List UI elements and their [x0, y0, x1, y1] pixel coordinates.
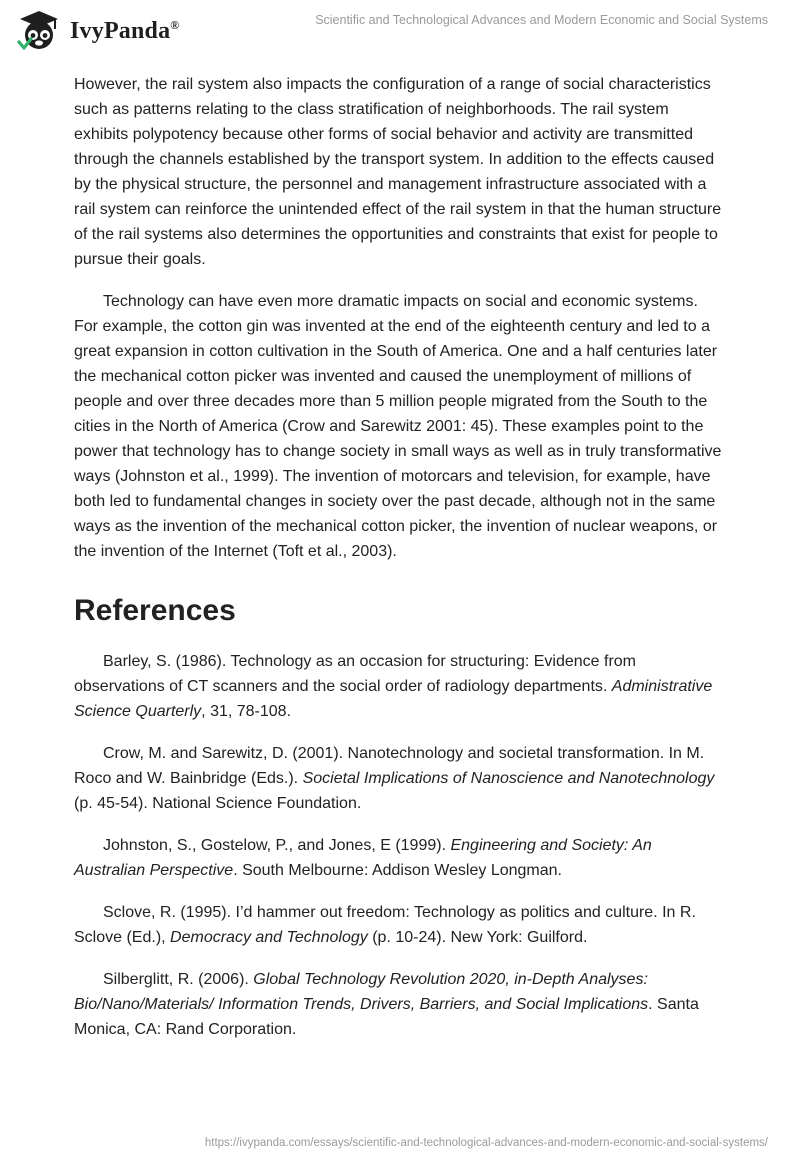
ivypanda-logo[interactable]	[14, 8, 179, 54]
reference-item: Crow, M. and Sarewitz, D. (2001). Nanotechnology and societal transformation. In M. Roco and W. Bainbridge (Eds.). Societal Implications of Nanoscience and Nanotechnology (p. 45-54). National Science Foundation.	[74, 745, 715, 812]
brand-name: IvyPanda®	[70, 17, 180, 44]
document-body	[74, 72, 726, 1059]
registered-mark: ®	[170, 17, 180, 32]
panda-graduate-icon	[14, 8, 64, 54]
reference-item: Barley, S. (1986). Technology as an occasion for structuring: Evidence from observations of CT scanners and the social order of radiology departments. Administrative Science Quarterly, 31, 78-108.	[74, 653, 713, 720]
reference-item: Sclove, R. (1995). I’d hammer out freedom: Technology as politics and culture. In R. Sclove (Ed.), Democracy and Technology (p. 10-24). New York: Guilford.	[74, 904, 696, 946]
reference-item: Silberglitt, R. (2006). Global Technology Revolution 2020, in-Depth Analyses: Bio/Nano/Materials/ Information Trends, Drivers, Barriers, and Social Implications. Santa Monica, CA: Rand Corporation.	[74, 971, 699, 1038]
source-url[interactable]: https://ivypanda.com/essays/scientific-and-technological-advances-and-modern-economic-and-social-systems/	[204, 1137, 768, 1149]
references-list	[74, 649, 726, 1042]
body-paragraph: However, the rail system also impacts the configuration of a range of social characteristics such as patterns relating to the class stratification of neighborhoods. The rail system exhibits polypotency because other forms of social behavior and activity are transmitted through the channels established by the transport system. In addition to the effects caused by the physical structure, the personnel and management infrastructure associated with a rail system can reinforce the unintended effect of the rail system in that the human structure of the rail systems also determines the opportunities and constraints that exist for people to pursue their goals.	[74, 76, 722, 268]
body-paragraph: Technology can have even more dramatic impacts on social and economic systems. For example, the cotton gin was invented at the end of the eighteenth century and led to a great expansion in cotton cultivation in the South of America. One and a half centuries later the mechanical cotton picker was invented and caused the unemployment of millions of people and over three decades more than 5 million people migrated from the South to the cities in the North of America (Crow and Sarewitz 2001: 45). These examples point to the power that technology has to change society in small ways as well as in truly transformative ways (Johnston et al., 1999). The invention of motorcars and television, for example, have both led to fundamental changes in society over the past decade, although not in the same ways as the invention of the mechanical cotton picker, the invention of nuclear weapons, or the invention of the Internet (Toft et al., 2003).	[74, 293, 722, 560]
references-heading: References	[74, 594, 236, 627]
reference-item: Johnston, S., Gostelow, P., and Jones, E (1999). Engineering and Society: An Australian Perspective. South Melbourne: Addison Wesley Longman.	[74, 837, 652, 879]
document-title: Scientific and Technological Advances and Modern Economic and Social Systems	[315, 13, 768, 27]
